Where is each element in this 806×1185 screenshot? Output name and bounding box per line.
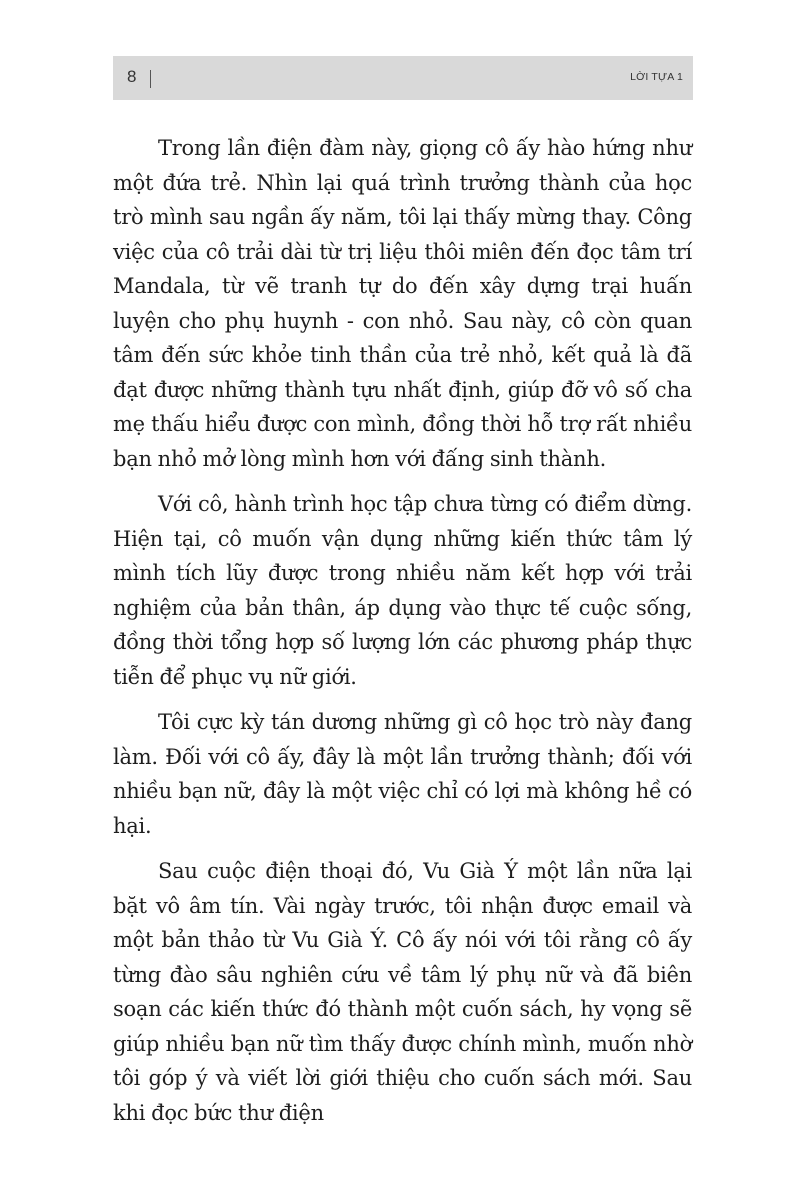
paragraph-4: Sau cuộc điện thoại đó, Vu Già Ý một lần nữa lại bặt vô âm tín. Vài ngày trước, tôi nhận được email và một bản thảo từ Vu Già Ý. Cô ấy nói với tôi rằng cô ấy từng đào sâu nghiên cứu về tâm lý phụ nữ và đã biên soạn các kiến thức đó thành một cuốn sách, hy vọng sẽ giúp nhiều bạn nữ tìm thấy được chính mình, muốn nhờ tôi góp ý và viết lời giới thiệu cho cuốn sách mới. Sau khi đọc bức thư điện [113, 859, 692, 1125]
paragraph-2: Với cô, hành trình học tập chưa từng có điểm dừng. Hiện tại, cô muốn vận dụng những kiến thức tâm lý mình tích lũy được trong nhiều năm kết hợp với trải nghiệm của bản thân, áp dụng vào thực tế cuộc sống, đồng thời tổng hợp số lượng lớn các phương pháp thực tiễn để phục vụ nữ giới. [113, 492, 692, 689]
header-divider [150, 70, 151, 88]
running-title: LỜI TỰA 1 [630, 71, 683, 83]
paragraph-1: Trong lần điện đàm này, giọng cô ấy hào hứng như một đứa trẻ. Nhìn lại quá trình trưởng thành của học trò mình sau ngần ấy năm, tôi lại thấy mừng thay. Công việc của cô trải dài từ trị liệu thôi miên đến đọc tâm trí Mandala, từ vẽ tranh tự do đến xây dựng trại huấn luyện cho phụ huynh - con nhỏ. Sau này, cô còn quan tâm đến sức khỏe tinh thần của trẻ nhỏ, kết quả là đã đạt được những thành tựu nhất định, giúp đỡ vô số cha mẹ thấu hiểu được con mình, đồng thời hỗ trợ rất nhiều bạn nhỏ mở lòng mình hơn với đấng sinh thành. [113, 136, 692, 471]
page-header [113, 56, 693, 100]
paragraph-3: Tôi cực kỳ tán dương những gì cô học trò này đang làm. Đối với cô ấy, đây là một lần trưởng thành; đối với nhiều bạn nữ, đây là một việc chỉ có lợi mà không hề có hại. [113, 710, 692, 838]
body-text [113, 131, 692, 1141]
page-number: 8 [127, 67, 137, 86]
